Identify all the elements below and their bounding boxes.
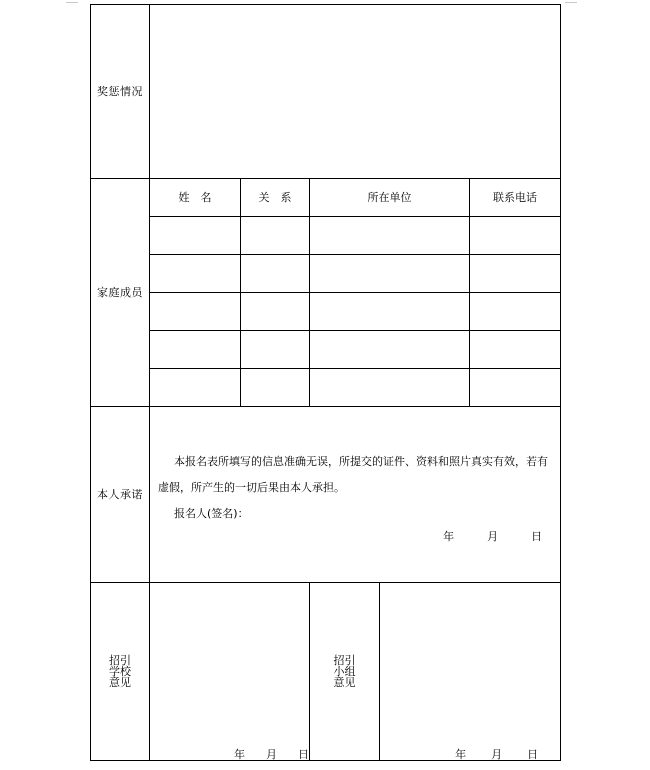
- family-label: 家庭成员: [91, 179, 150, 407]
- family-cell-relation[interactable]: [241, 293, 310, 331]
- family-cell-phone[interactable]: [470, 255, 561, 293]
- promise-date: [150, 531, 560, 542]
- family-header-name: 姓 名: [150, 179, 241, 217]
- group-opinion-label-line: 招引: [333, 654, 356, 667]
- registration-form-table: [90, 4, 561, 761]
- school-opinion-label-line: 意见: [109, 676, 131, 689]
- group-opinion-cell[interactable]: [380, 583, 561, 761]
- family-cell-workplace[interactable]: [310, 369, 470, 407]
- family-header-workplace: 所在单位: [310, 179, 470, 217]
- school-opinion-label: [91, 583, 150, 761]
- group-opinion-date-year: 年: [455, 748, 467, 761]
- family-cell-name[interactable]: [150, 293, 241, 331]
- family-member-row: [91, 217, 561, 255]
- group-opinion-label: [310, 583, 380, 761]
- family-member-row: [91, 293, 561, 331]
- family-cell-phone[interactable]: [470, 217, 561, 255]
- family-cell-workplace[interactable]: [310, 217, 470, 255]
- family-header-phone: 联系电话: [470, 179, 561, 217]
- promise-label: 本人承诺: [91, 407, 150, 583]
- family-cell-name[interactable]: [150, 217, 241, 255]
- family-header-row: [91, 179, 561, 217]
- awards-row: [91, 5, 561, 179]
- promise-content-cell: [150, 407, 561, 583]
- family-cell-relation[interactable]: [241, 331, 310, 369]
- family-cell-name[interactable]: [150, 255, 241, 293]
- promise-date-year: 年: [443, 530, 455, 543]
- school-opinion-date-day: 日: [298, 748, 309, 761]
- family-cell-workplace[interactable]: [310, 255, 470, 293]
- family-cell-workplace[interactable]: [310, 293, 470, 331]
- school-opinion-date-year: 年: [234, 748, 245, 761]
- family-cell-relation[interactable]: [241, 217, 310, 255]
- promise-date-month: 月: [487, 530, 499, 543]
- group-opinion-label-line: 小组: [333, 665, 356, 678]
- family-cell-relation[interactable]: [241, 369, 310, 407]
- promise-row: [91, 407, 561, 583]
- family-cell-phone[interactable]: [470, 293, 561, 331]
- family-cell-name[interactable]: [150, 331, 241, 369]
- group-opinion-label-line: 意见: [333, 676, 356, 689]
- awards-content-cell[interactable]: [150, 5, 561, 179]
- group-opinion-date-month: 月: [491, 748, 503, 761]
- crop-mark-top-left: [66, 2, 78, 3]
- family-cell-workplace[interactable]: [310, 331, 470, 369]
- promise-date-day: 日: [531, 530, 543, 543]
- opinion-row: [91, 583, 561, 761]
- registration-form-page: [90, 4, 560, 764]
- school-opinion-label-line: 学校: [109, 665, 131, 678]
- family-cell-phone[interactable]: [470, 331, 561, 369]
- awards-label: 奖惩情况: [91, 5, 150, 179]
- family-member-row: [91, 255, 561, 293]
- family-member-row: [91, 331, 561, 369]
- promise-signature-label: 报名人(签名)：: [174, 507, 249, 520]
- crop-mark-top-right: [565, 2, 577, 3]
- promise-statement: 本报名表所填写的信息准确无误，所提交的证件、资料和照片真实有效，若有虚假，所产生的一切后果由本人承担。: [158, 455, 548, 494]
- family-cell-relation[interactable]: [241, 255, 310, 293]
- group-opinion-date-day: 日: [527, 748, 539, 761]
- family-cell-name[interactable]: [150, 369, 241, 407]
- school-opinion-label-line: 招引: [109, 654, 131, 667]
- family-header-relation: 关 系: [241, 179, 310, 217]
- family-member-row: [91, 369, 561, 407]
- school-opinion-date-month: 月: [266, 748, 277, 761]
- school-opinion-cell[interactable]: [150, 583, 310, 761]
- family-cell-phone[interactable]: [470, 369, 561, 407]
